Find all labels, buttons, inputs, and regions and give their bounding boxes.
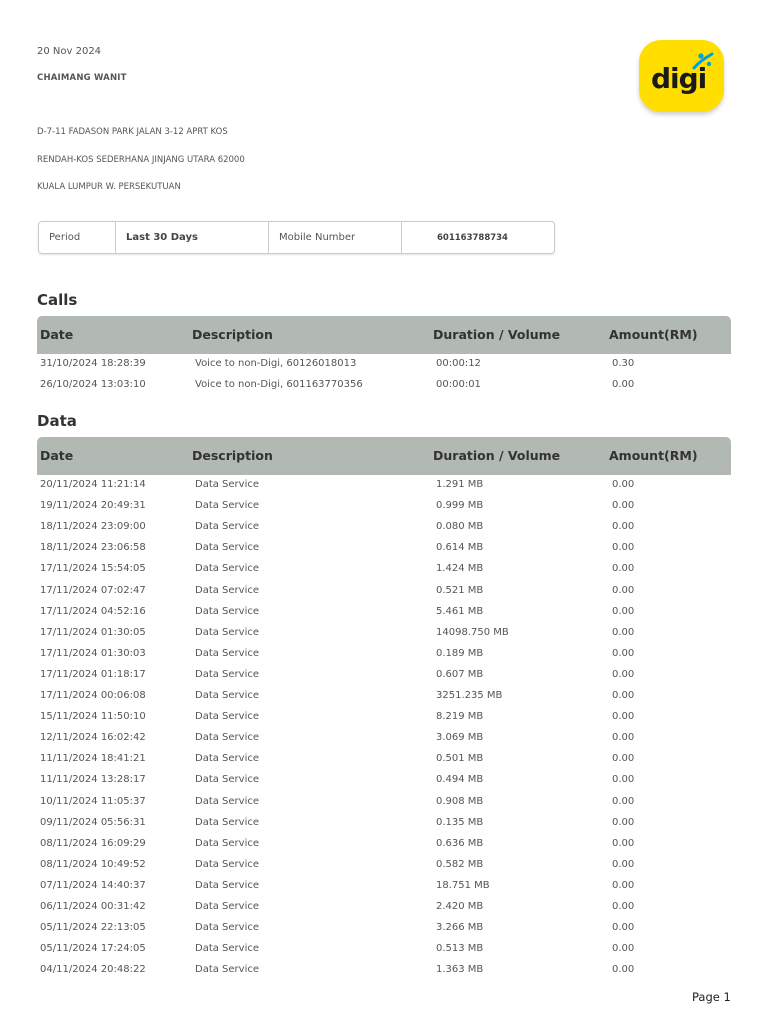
- cell-duration: 0.908 MB: [436, 795, 484, 807]
- cell-duration: 3.266 MB: [436, 922, 484, 934]
- cell-duration: 1.291 MB: [436, 479, 484, 490]
- cell-duration: 18.751 MB: [436, 879, 490, 891]
- period-value: Last 30 Days: [115, 222, 268, 253]
- table-row: [37, 374, 731, 395]
- cell-description: Data Service: [195, 774, 260, 786]
- table-row: [37, 474, 731, 495]
- address-line-3: KUALA LUMPUR W. PERSEKUTUAN: [37, 182, 181, 192]
- table-row: [37, 537, 731, 558]
- cell-date: 11/11/2024 18:41:21: [40, 753, 146, 765]
- cell-description: Data Service: [195, 901, 260, 912]
- table-row: [37, 791, 731, 812]
- calls-table-header: [37, 316, 731, 354]
- table-row: [37, 917, 731, 938]
- cell-duration: 5.461 MB: [436, 605, 484, 617]
- cell-amount: 0.00: [612, 584, 635, 596]
- cell-amount: 0.00: [612, 943, 635, 955]
- cell-date: 18/11/2024 23:09:00: [40, 521, 146, 533]
- cell-amount: 0.00: [612, 753, 635, 765]
- cell-date: 17/11/2024 00:06:08: [40, 690, 146, 701]
- column-date: Date: [40, 448, 74, 463]
- cell-description: Data Service: [195, 753, 260, 765]
- cell-date: 05/11/2024 22:13:05: [40, 922, 146, 934]
- cell-duration: 0.614 MB: [436, 542, 484, 554]
- cell-amount: 0.00: [612, 626, 635, 638]
- cell-duration: 00:00:01: [436, 379, 481, 391]
- table-row: [37, 353, 731, 374]
- cell-duration: 3.069 MB: [436, 732, 484, 744]
- cell-duration: 0.513 MB: [436, 943, 484, 955]
- cell-date: 31/10/2024 18:28:39: [40, 358, 146, 369]
- table-row: [37, 664, 731, 685]
- cell-duration: 0.501 MB: [436, 753, 484, 765]
- cell-description: Voice to non-Digi, 601163770356: [195, 379, 363, 391]
- cell-description: Data Service: [195, 647, 260, 659]
- cell-description: Data Service: [195, 837, 260, 849]
- cell-description: Data Service: [195, 563, 260, 575]
- cell-description: Data Service: [195, 690, 260, 701]
- customer-name: CHAIMANG WANIT: [37, 73, 127, 83]
- table-row: [37, 495, 731, 516]
- cell-duration: 0.636 MB: [436, 837, 484, 849]
- cell-amount: 0.00: [612, 479, 635, 490]
- table-row: [37, 601, 731, 622]
- table-row: [37, 769, 731, 790]
- cell-duration: 3251.235 MB: [436, 690, 503, 701]
- cell-description: Data Service: [195, 626, 260, 638]
- data-table-header: [37, 437, 731, 475]
- cell-amount: 0.00: [612, 901, 635, 912]
- cell-date: 09/11/2024 05:56:31: [40, 816, 146, 828]
- cell-description: Data Service: [195, 732, 260, 744]
- cell-duration: 1.363 MB: [436, 964, 484, 976]
- period-label: Period: [49, 232, 81, 243]
- column-duration: Duration / Volume: [433, 327, 561, 342]
- cell-date: 17/11/2024 15:54:05: [40, 563, 146, 575]
- logo-text: digi: [651, 62, 707, 95]
- cell-description: Data Service: [195, 879, 260, 891]
- cell-date: 17/11/2024 04:52:16: [40, 605, 146, 617]
- cell-amount: 0.00: [612, 732, 635, 744]
- table-row: [37, 812, 731, 833]
- cell-date: 18/11/2024 23:06:58: [40, 542, 146, 554]
- cell-duration: 00:00:12: [436, 358, 481, 369]
- mobile-label: Mobile Number: [268, 222, 401, 253]
- cell-description: Data Service: [195, 711, 260, 723]
- address-line-2: RENDAH-KOS SEDERHANA JINJANG UTARA 62000: [37, 155, 245, 165]
- cell-amount: 0.00: [612, 668, 635, 680]
- table-row: [37, 833, 731, 854]
- cell-date: 11/11/2024 13:28:17: [40, 774, 146, 786]
- cell-duration: 0.999 MB: [436, 500, 484, 512]
- table-row: [37, 706, 731, 727]
- cell-duration: 0.582 MB: [436, 858, 484, 870]
- cell-amount: 0.00: [612, 563, 635, 575]
- cell-duration: 2.420 MB: [436, 901, 484, 912]
- cell-amount: 0.00: [612, 711, 635, 723]
- cell-description: Data Service: [195, 584, 260, 596]
- cell-description: Data Service: [195, 521, 260, 533]
- cell-date: 20/11/2024 11:21:14: [40, 479, 146, 490]
- page-number: Page 1: [692, 990, 731, 1004]
- cell-date: 04/11/2024 20:48:22: [40, 964, 146, 976]
- cell-amount: 0.00: [612, 647, 635, 659]
- cell-duration: 0.080 MB: [436, 521, 484, 533]
- address-line-1: D-7-11 FADASON PARK JALAN 3-12 APRT KOS: [37, 127, 228, 137]
- cell-amount: 0.30: [612, 358, 635, 369]
- cell-duration: 1.424 MB: [436, 563, 484, 575]
- cell-amount: 0.00: [612, 379, 635, 391]
- cell-date: 06/11/2024 00:31:42: [40, 901, 146, 912]
- table-row: [37, 896, 731, 917]
- cell-amount: 0.00: [612, 521, 635, 533]
- table-row: [37, 622, 731, 643]
- cell-description: Data Service: [195, 964, 260, 976]
- cell-amount: 0.00: [612, 879, 635, 891]
- cell-description: Data Service: [195, 668, 260, 680]
- cell-amount: 0.00: [612, 964, 635, 976]
- cell-amount: 0.00: [612, 837, 635, 849]
- cell-date: 15/11/2024 11:50:10: [40, 711, 146, 723]
- cell-amount: 0.00: [612, 774, 635, 786]
- column-amount: Amount(RM): [609, 448, 698, 463]
- logo-signal-icon: [691, 50, 715, 72]
- cell-date: 05/11/2024 17:24:05: [40, 943, 146, 955]
- cell-description: Data Service: [195, 500, 260, 512]
- cell-date: 26/10/2024 13:03:10: [40, 379, 146, 391]
- cell-amount: 0.00: [612, 858, 635, 870]
- table-row: [37, 685, 731, 706]
- cell-date: 17/11/2024 01:30:03: [40, 647, 146, 659]
- column-duration: Duration / Volume: [433, 448, 561, 463]
- cell-description: Data Service: [195, 795, 260, 807]
- table-row: [37, 580, 731, 601]
- cell-amount: 0.00: [612, 816, 635, 828]
- cell-description: Data Service: [195, 943, 260, 955]
- calls-title: Calls: [37, 291, 78, 309]
- cell-date: 08/11/2024 10:49:52: [40, 858, 146, 870]
- cell-duration: 0.135 MB: [436, 816, 484, 828]
- cell-duration: 0.607 MB: [436, 668, 484, 680]
- cell-amount: 0.00: [612, 500, 635, 512]
- cell-amount: 0.00: [612, 542, 635, 554]
- cell-date: 10/11/2024 11:05:37: [40, 795, 146, 807]
- cell-description: Data Service: [195, 542, 260, 554]
- column-date: Date: [40, 327, 74, 342]
- cell-date: 07/11/2024 14:40:37: [40, 879, 146, 891]
- table-row: [37, 748, 731, 769]
- cell-amount: 0.00: [612, 605, 635, 617]
- cell-duration: 0.521 MB: [436, 584, 484, 596]
- digi-logo: [639, 40, 724, 112]
- column-amount: Amount(RM): [609, 327, 698, 342]
- cell-date: 12/11/2024 16:02:42: [40, 732, 146, 744]
- cell-amount: 0.00: [612, 690, 635, 701]
- data-title: Data: [37, 412, 77, 430]
- table-row: [37, 875, 731, 896]
- cell-date: 17/11/2024 01:18:17: [40, 668, 146, 680]
- cell-date: 08/11/2024 16:09:29: [40, 837, 146, 849]
- mobile-value: 601163788734: [401, 222, 554, 253]
- column-description: Description: [192, 448, 273, 463]
- table-row: [37, 516, 731, 537]
- cell-amount: 0.00: [612, 922, 635, 934]
- table-row: [37, 938, 731, 959]
- cell-date: 19/11/2024 20:49:31: [40, 500, 146, 512]
- cell-date: 17/11/2024 07:02:47: [40, 584, 146, 596]
- cell-description: Data Service: [195, 858, 260, 870]
- cell-description: Data Service: [195, 605, 260, 617]
- cell-description: Data Service: [195, 479, 260, 490]
- cell-description: Data Service: [195, 816, 260, 828]
- table-row: [37, 558, 731, 579]
- cell-duration: 0.494 MB: [436, 774, 484, 786]
- table-row: [37, 959, 731, 980]
- cell-amount: 0.00: [612, 795, 635, 807]
- cell-description: Data Service: [195, 922, 260, 934]
- info-box: [38, 221, 555, 254]
- cell-description: Voice to non-Digi, 60126018013: [195, 358, 357, 369]
- cell-date: 17/11/2024 01:30:05: [40, 626, 146, 638]
- table-row: [37, 727, 731, 748]
- table-row: [37, 854, 731, 875]
- cell-duration: 8.219 MB: [436, 711, 484, 723]
- column-description: Description: [192, 327, 273, 342]
- table-row: [37, 643, 731, 664]
- statement-date: 20 Nov 2024: [37, 46, 102, 57]
- cell-duration: 0.189 MB: [436, 647, 484, 659]
- cell-duration: 14098.750 MB: [436, 626, 509, 638]
